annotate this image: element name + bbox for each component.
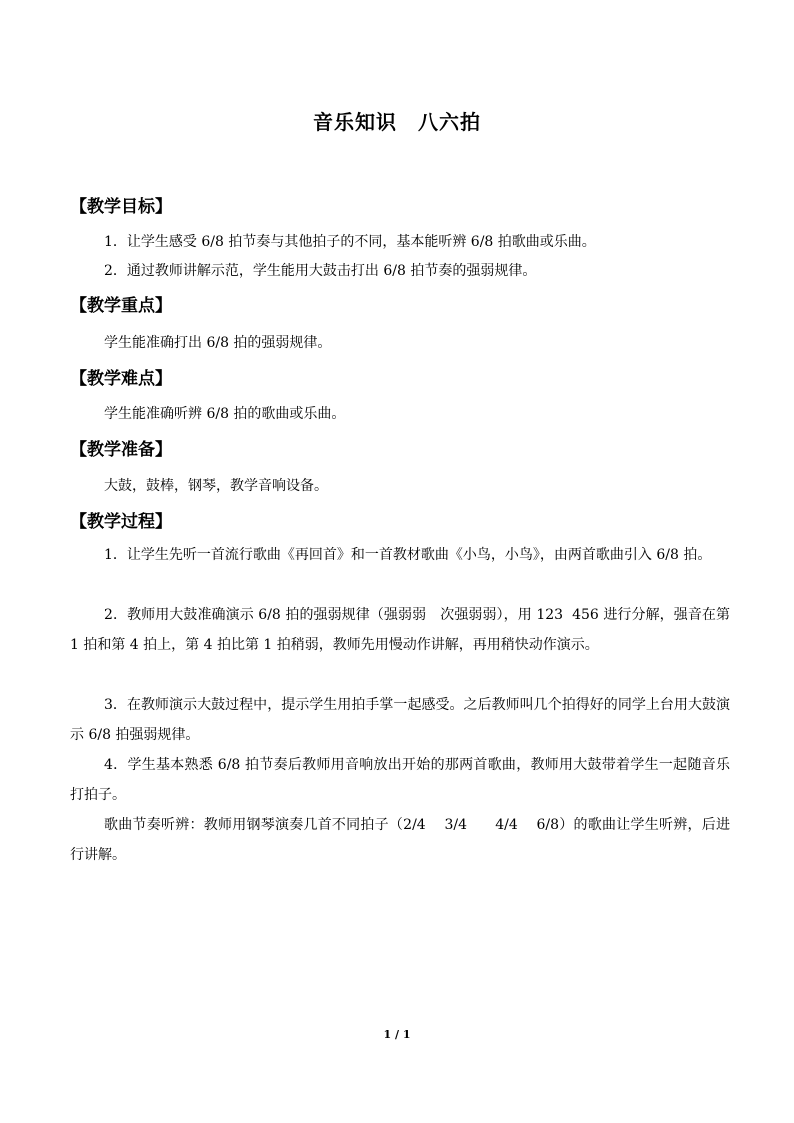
process-item-2: 2．教师用大鼓准确演示 6/8 拍的强弱规律（强弱弱 次强弱弱），用 123 456 进行分解，强音在第 1 拍和第 4 拍上，第 4 拍比第 1 拍稍弱，教师先用慢动作讲解，再用稍快动作演示。 — [70, 607, 730, 653]
section-heading-process: 【教学过程】 — [70, 512, 172, 532]
key-points-text: 学生能准确打出 6/8 拍的强弱规律。 — [104, 335, 332, 351]
section-heading-goals: 【教学目标】 — [70, 197, 172, 217]
section-heading-key-points: 【教学重点】 — [70, 296, 172, 316]
page-title: 音乐知识 八六拍 — [313, 110, 481, 134]
process-item-3: 3．在教师演示大鼓过程中，提示学生用拍手掌一起感受。之后教师叫几个拍得好的同学上台用大鼓演示 6/8 拍强弱规律。 — [70, 697, 730, 743]
preparation-text: 大鼓，鼓棒，钢琴，教学音响设备。 — [104, 478, 328, 494]
goal-item-2: 2．通过教师讲解示范，学生能用大鼓击打出 6/8 拍节奏的强弱规律。 — [104, 263, 537, 279]
goal-item-1: 1．让学生感受 6/8 拍节奏与其他拍子的不同，基本能听辨 6/8 拍歌曲或乐曲。 — [104, 234, 596, 250]
page-number: 1 / 1 — [383, 1028, 411, 1041]
section-heading-difficulties: 【教学难点】 — [70, 369, 172, 389]
process-item-4: 4．学生基本熟悉 6/8 拍节奏后教师用音响放出开始的那两首歌曲，教师用大鼓带着学生一起随音乐打拍子。 — [70, 757, 730, 803]
process-listening-activity: 歌曲节奏听辨：教师用钢琴演奏几首不同拍子（2/4 3/4 4/4 6/8）的歌曲让学生听辨，后进行讲解。 — [70, 817, 730, 863]
difficulties-text: 学生能准确听辨 6/8 拍的歌曲或乐曲。 — [104, 406, 346, 422]
process-item-1: 1．让学生先听一首流行歌曲《再回首》和一首教材歌曲《小鸟，小鸟》，由两首歌曲引入 6/8 拍。 — [104, 547, 712, 563]
section-heading-preparation: 【教学准备】 — [70, 440, 172, 460]
